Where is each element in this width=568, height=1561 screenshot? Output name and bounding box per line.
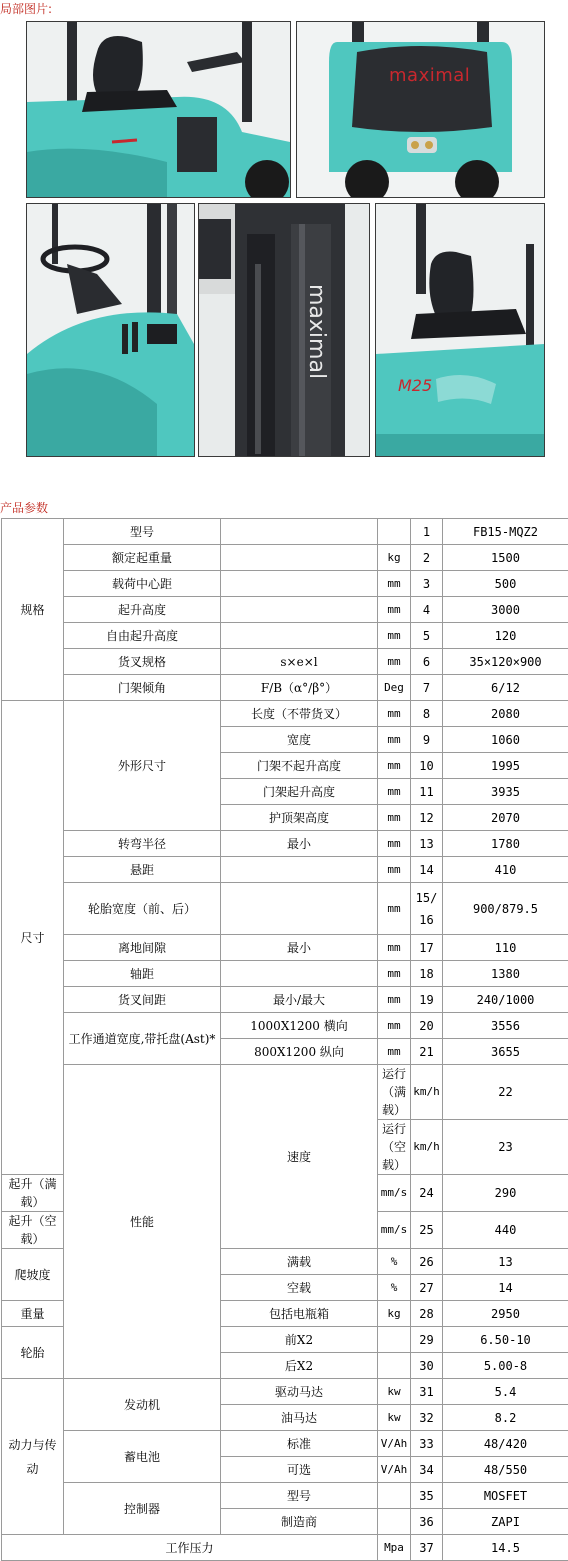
photos-heading: 局部图片: bbox=[0, 0, 52, 17]
row-value: 900/879.5 bbox=[443, 883, 568, 935]
row-value: 290 bbox=[443, 1175, 568, 1212]
row-label: 起升高度 bbox=[64, 597, 221, 623]
row-number: 18 bbox=[411, 961, 443, 987]
row-label: 货叉规格 bbox=[64, 649, 221, 675]
row-value: 1060 bbox=[443, 727, 568, 753]
unit-cell: mm bbox=[378, 649, 411, 675]
row-number: 37 bbox=[411, 1535, 443, 1561]
unit-cell: mm bbox=[378, 987, 411, 1013]
table-row bbox=[2, 1483, 568, 1509]
table-row bbox=[2, 571, 568, 597]
group-label: 爬坡度 bbox=[2, 1249, 64, 1301]
sub-label: 标准 bbox=[221, 1431, 378, 1457]
table-row bbox=[2, 1535, 568, 1561]
unit-cell bbox=[378, 1353, 411, 1379]
sub-label bbox=[221, 857, 378, 883]
sub-label: F/B（α°/β°） bbox=[221, 675, 378, 701]
model-badge-text: M25 bbox=[398, 376, 432, 395]
row-label: 悬距 bbox=[64, 857, 221, 883]
sub-label bbox=[221, 597, 378, 623]
unit-cell bbox=[378, 519, 411, 545]
sub-label: 后X2 bbox=[221, 1353, 378, 1379]
unit-cell bbox=[378, 1509, 411, 1535]
row-number: 30 bbox=[411, 1353, 443, 1379]
table-row bbox=[2, 519, 568, 545]
row-number: 20 bbox=[411, 1013, 443, 1039]
row-value: 3655 bbox=[443, 1039, 568, 1065]
row-number: 5 bbox=[411, 623, 443, 649]
unit-cell bbox=[378, 1327, 411, 1353]
unit-cell: kw bbox=[378, 1405, 411, 1431]
group-label: 外形尺寸 bbox=[64, 701, 221, 831]
row-number: 27 bbox=[411, 1275, 443, 1301]
row-number: 28 bbox=[411, 1301, 443, 1327]
row-number: 26 bbox=[411, 1249, 443, 1275]
row-value: 6/12 bbox=[443, 675, 568, 701]
row-label: 门架倾角 bbox=[64, 675, 221, 701]
row-number: 12 bbox=[411, 805, 443, 831]
row-label: 重量 bbox=[2, 1301, 64, 1327]
table-row bbox=[2, 987, 568, 1013]
unit-cell: mm bbox=[378, 623, 411, 649]
sub-label: s×e×l bbox=[221, 649, 378, 675]
sub-label: 驱动马达 bbox=[221, 1379, 378, 1405]
unit-cell: mm bbox=[378, 831, 411, 857]
sub-label: 1000X1200 横向 bbox=[221, 1013, 378, 1039]
sub-label: 宽度 bbox=[221, 727, 378, 753]
row-value: 3000 bbox=[443, 597, 568, 623]
row-number: 31 bbox=[411, 1379, 443, 1405]
row-number: 1 bbox=[411, 519, 443, 545]
sub-label: 运行（满载） bbox=[378, 1065, 411, 1120]
sub-label: 包括电瓶箱 bbox=[221, 1301, 378, 1327]
sub-label: 制造商 bbox=[221, 1509, 378, 1535]
unit-cell: kw bbox=[378, 1379, 411, 1405]
row-value: 1380 bbox=[443, 961, 568, 987]
row-value: 35×120×900 bbox=[443, 649, 568, 675]
category-dimensions: 尺寸 bbox=[2, 701, 64, 1175]
sub-label: 前X2 bbox=[221, 1327, 378, 1353]
row-label: 工作压力 bbox=[2, 1535, 378, 1561]
row-value: 5.00-8 bbox=[443, 1353, 568, 1379]
sub-label: 800X1200 纵向 bbox=[221, 1039, 378, 1065]
row-number: 11 bbox=[411, 779, 443, 805]
unit-cell: mm bbox=[378, 727, 411, 753]
table-row bbox=[2, 1013, 568, 1039]
table-row bbox=[2, 545, 568, 571]
row-value: 2070 bbox=[443, 805, 568, 831]
table-row bbox=[2, 675, 568, 701]
row-value: 6.50-10 bbox=[443, 1327, 568, 1353]
row-number: 8 bbox=[411, 701, 443, 727]
row-value: 440 bbox=[443, 1212, 568, 1249]
row-number: 33 bbox=[411, 1431, 443, 1457]
photo-rear-brand bbox=[296, 21, 545, 198]
table-row bbox=[2, 1431, 568, 1457]
row-number: 23 bbox=[443, 1120, 568, 1175]
row-number: 10 bbox=[411, 753, 443, 779]
sub-label: 型号 bbox=[221, 1483, 378, 1509]
unit-cell: % bbox=[378, 1275, 411, 1301]
row-label: 轮胎宽度（前、后） bbox=[64, 883, 221, 935]
table-row bbox=[2, 883, 568, 935]
row-label: 自由起升高度 bbox=[64, 623, 221, 649]
table-row bbox=[2, 597, 568, 623]
unit-cell: Mpa bbox=[378, 1535, 411, 1561]
group-label: 工作通道宽度,带托盘(Ast)* bbox=[64, 1013, 221, 1065]
row-label: 货叉间距 bbox=[64, 987, 221, 1013]
group-label: 发动机 bbox=[64, 1379, 221, 1431]
sub-label: 运行（空载） bbox=[378, 1120, 411, 1175]
row-value: 1500 bbox=[443, 545, 568, 571]
row-value: 1995 bbox=[443, 753, 568, 779]
unit-cell: mm bbox=[378, 961, 411, 987]
row-number: 22 bbox=[443, 1065, 568, 1120]
row-value: 2080 bbox=[443, 701, 568, 727]
row-label: 型号 bbox=[64, 519, 221, 545]
unit-cell: km/h bbox=[411, 1065, 443, 1120]
photo-steering bbox=[26, 203, 195, 457]
sub-label bbox=[221, 571, 378, 597]
group-label: 蓄电池 bbox=[64, 1431, 221, 1483]
row-value: 14.5 bbox=[443, 1535, 568, 1561]
sub-label: 可选 bbox=[221, 1457, 378, 1483]
row-value: 240/1000 bbox=[443, 987, 568, 1013]
params-heading: 产品参数 bbox=[0, 499, 48, 516]
unit-cell: mm/s bbox=[378, 1175, 411, 1212]
row-value: MOSFET bbox=[443, 1483, 568, 1509]
table-row bbox=[2, 1379, 568, 1405]
unit-cell: mm bbox=[378, 701, 411, 727]
row-value: 3935 bbox=[443, 779, 568, 805]
table-row bbox=[2, 701, 568, 727]
unit-cell: mm bbox=[378, 597, 411, 623]
sub-label: 门架起升高度 bbox=[221, 779, 378, 805]
row-number: 9 bbox=[411, 727, 443, 753]
unit-cell: mm bbox=[378, 1013, 411, 1039]
row-number: 6 bbox=[411, 649, 443, 675]
row-value: 48/550 bbox=[443, 1457, 568, 1483]
sub-label bbox=[221, 545, 378, 571]
row-value: 500 bbox=[443, 571, 568, 597]
unit-cell: kg bbox=[378, 545, 411, 571]
row-number: 14 bbox=[411, 857, 443, 883]
sub-label bbox=[221, 883, 378, 935]
row-value: 3556 bbox=[443, 1013, 568, 1039]
row-value: 410 bbox=[443, 857, 568, 883]
row-value: 1780 bbox=[443, 831, 568, 857]
group-label: 速度 bbox=[221, 1065, 378, 1249]
brand-logo-text: maximal bbox=[389, 65, 470, 86]
sub-label: 最小/最大 bbox=[221, 987, 378, 1013]
row-number: 36 bbox=[411, 1509, 443, 1535]
row-number: 4 bbox=[411, 597, 443, 623]
unit-cell: mm bbox=[378, 883, 411, 935]
row-number: 24 bbox=[411, 1175, 443, 1212]
mast-brand-text: maximal bbox=[304, 284, 329, 379]
unit-cell: mm bbox=[378, 1039, 411, 1065]
row-value: 14 bbox=[443, 1275, 568, 1301]
row-number: 21 bbox=[411, 1039, 443, 1065]
group-label: 轮胎 bbox=[2, 1327, 64, 1379]
row-number: 34 bbox=[411, 1457, 443, 1483]
sub-label bbox=[221, 519, 378, 545]
row-number: 19 bbox=[411, 987, 443, 1013]
unit-cell: mm bbox=[378, 571, 411, 597]
table-row bbox=[2, 1065, 568, 1120]
row-number: 15/16 bbox=[411, 883, 443, 935]
row-value: 2950 bbox=[443, 1301, 568, 1327]
category-spec: 规格 bbox=[2, 519, 64, 701]
row-number: 7 bbox=[411, 675, 443, 701]
row-number: 2 bbox=[411, 545, 443, 571]
table-row bbox=[2, 831, 568, 857]
table-row bbox=[2, 649, 568, 675]
spec-table bbox=[1, 518, 568, 1561]
row-value: 110 bbox=[443, 935, 568, 961]
unit-cell: mm bbox=[378, 857, 411, 883]
category-performance: 性能 bbox=[64, 1065, 221, 1379]
category-power: 动力与传动 bbox=[2, 1379, 64, 1535]
table-row bbox=[2, 961, 568, 987]
sub-label: 护顶架高度 bbox=[221, 805, 378, 831]
row-label: 载荷中心距 bbox=[64, 571, 221, 597]
row-number: 35 bbox=[411, 1483, 443, 1509]
row-value: 8.2 bbox=[443, 1405, 568, 1431]
row-label: 转弯半径 bbox=[64, 831, 221, 857]
unit-cell: mm bbox=[378, 753, 411, 779]
photo-seat-side bbox=[26, 21, 291, 198]
table-row bbox=[2, 935, 568, 961]
table-row bbox=[2, 623, 568, 649]
sub-label: 满载 bbox=[221, 1249, 378, 1275]
unit-cell: mm/s bbox=[378, 1212, 411, 1249]
row-number: 32 bbox=[411, 1405, 443, 1431]
unit-cell bbox=[378, 1483, 411, 1509]
row-number: 13 bbox=[411, 831, 443, 857]
sub-label: 最小 bbox=[221, 831, 378, 857]
unit-cell: mm bbox=[378, 805, 411, 831]
unit-cell: km/h bbox=[411, 1120, 443, 1175]
table-row bbox=[2, 857, 568, 883]
row-value: 48/420 bbox=[443, 1431, 568, 1457]
unit-cell: V/Ah bbox=[378, 1457, 411, 1483]
sub-label: 长度（不带货叉） bbox=[221, 701, 378, 727]
unit-cell: kg bbox=[378, 1301, 411, 1327]
sub-label: 空载 bbox=[221, 1275, 378, 1301]
sub-label bbox=[221, 961, 378, 987]
row-number: 17 bbox=[411, 935, 443, 961]
row-number: 3 bbox=[411, 571, 443, 597]
unit-cell: V/Ah bbox=[378, 1431, 411, 1457]
row-value: FB15-MQZ2 bbox=[443, 519, 568, 545]
row-number: 25 bbox=[411, 1212, 443, 1249]
unit-cell: mm bbox=[378, 935, 411, 961]
group-label: 控制器 bbox=[64, 1483, 221, 1535]
row-label: 额定起重量 bbox=[64, 545, 221, 571]
photo-seat-badge bbox=[375, 203, 545, 457]
row-label: 轴距 bbox=[64, 961, 221, 987]
unit-cell: % bbox=[378, 1249, 411, 1275]
unit-cell: Deg bbox=[378, 675, 411, 701]
unit-cell: mm bbox=[378, 779, 411, 805]
row-label: 离地间隙 bbox=[64, 935, 221, 961]
row-number: 29 bbox=[411, 1327, 443, 1353]
row-value: 120 bbox=[443, 623, 568, 649]
sub-label bbox=[221, 623, 378, 649]
row-value: ZAPI bbox=[443, 1509, 568, 1535]
sub-label: 最小 bbox=[221, 935, 378, 961]
sub-label: 门架不起升高度 bbox=[221, 753, 378, 779]
sub-label: 油马达 bbox=[221, 1405, 378, 1431]
row-value: 13 bbox=[443, 1249, 568, 1275]
photo-mast bbox=[198, 203, 370, 457]
row-value: 5.4 bbox=[443, 1379, 568, 1405]
sub-label: 起升（空载） bbox=[2, 1212, 64, 1249]
sub-label: 起升（满载） bbox=[2, 1175, 64, 1212]
